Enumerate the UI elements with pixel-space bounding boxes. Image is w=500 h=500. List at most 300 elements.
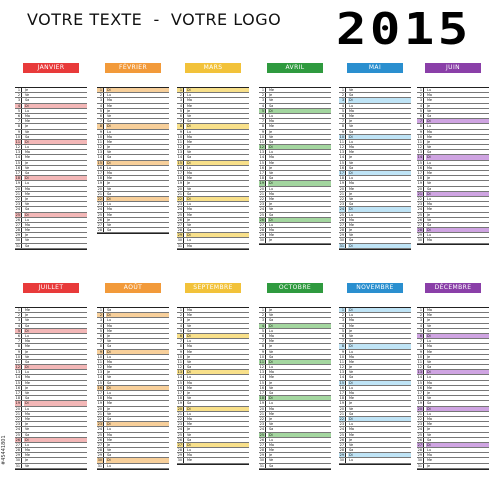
day-weekday: Me	[107, 328, 113, 333]
day-number: 1	[339, 308, 346, 312]
day-number: 16	[97, 165, 102, 170]
day-number: 27	[259, 222, 264, 227]
day-weekday: Ve	[427, 323, 432, 328]
day-number: 25	[97, 212, 102, 217]
day-weekday: Lu	[187, 129, 191, 134]
day-number: 9	[97, 350, 104, 354]
day-weekday: Sa	[187, 191, 192, 196]
day-number: 14	[15, 155, 20, 160]
day-number: 13	[259, 370, 264, 375]
day-weekday: Di	[426, 192, 489, 196]
day-weekday: Je	[187, 354, 191, 359]
day-number: 23	[15, 202, 20, 207]
day-number: 5	[417, 329, 424, 333]
day-number: 6	[417, 114, 424, 118]
day-weekday: Di	[24, 140, 87, 144]
day-weekday: Ma	[25, 375, 31, 380]
day-number: 4	[339, 104, 346, 108]
day-number: 9	[15, 130, 22, 134]
day-number: 4	[177, 104, 184, 108]
day-number: 19	[177, 401, 182, 406]
day-number: 5	[339, 109, 346, 113]
day-number: 7	[417, 119, 424, 123]
day-number: 22	[339, 196, 344, 201]
day-number: 21	[339, 191, 344, 196]
day-weekday: Me	[269, 411, 275, 416]
day-weekday: Me	[25, 191, 31, 196]
day-weekday: Ma	[107, 171, 113, 175]
day-weekday: Ma	[187, 453, 193, 458]
day-weekday: Me	[349, 323, 355, 328]
day-weekday: Di	[186, 443, 249, 447]
day-weekday: Je	[427, 318, 431, 323]
day-weekday: Sa	[187, 437, 192, 442]
day-weekday: Me	[269, 124, 275, 129]
day-weekday: Ve	[269, 349, 274, 354]
day-weekday: Sa	[187, 155, 192, 160]
day-weekday: Sa	[107, 155, 112, 160]
day-weekday: Sa	[269, 391, 274, 395]
day-weekday: Je	[25, 233, 29, 238]
day-weekday: Me	[349, 150, 355, 155]
day-number: 11	[417, 139, 422, 144]
day-weekday: Sa	[107, 228, 112, 233]
day-number: 27	[259, 442, 264, 447]
day-weekday: Ma	[427, 93, 433, 98]
day-weekday: Je	[25, 124, 29, 129]
day-weekday: Ma	[25, 339, 31, 344]
day-weekday: Ma	[269, 191, 275, 196]
day-number: 11	[417, 359, 422, 364]
day-number: 9	[177, 350, 184, 354]
day-weekday: Sa	[25, 243, 30, 248]
day-number: 18	[177, 396, 182, 401]
day-number: 11	[15, 359, 20, 364]
month-label: OCTOBRE	[267, 283, 323, 293]
day-weekday: Me	[427, 313, 433, 318]
header-text: VOTRE TEXTE - VOTRE LOGO	[27, 10, 282, 29]
day-number: 8	[259, 344, 266, 348]
day-weekday: Ma	[187, 308, 193, 312]
day-grid	[97, 307, 169, 470]
day-weekday: Di	[106, 350, 169, 354]
day-weekday: Sa	[107, 380, 112, 385]
day-number: 26	[259, 437, 264, 442]
day-weekday: Ma	[427, 238, 433, 243]
day-weekday: Me	[187, 139, 193, 144]
day-number: 28	[177, 228, 182, 233]
day-weekday: Ve	[349, 333, 354, 338]
day-weekday: Di	[106, 88, 169, 92]
day-weekday: Ve	[25, 354, 30, 359]
day-number: 12	[259, 365, 264, 370]
day-number: 24	[417, 427, 422, 432]
day-weekday: Di	[348, 381, 411, 385]
day-number: 9	[417, 130, 424, 134]
day-number: 3	[259, 318, 266, 322]
day-weekday: Je	[25, 88, 29, 92]
day-number: 19	[177, 181, 182, 186]
day-number: 6	[417, 334, 424, 338]
day-weekday: Sa	[349, 375, 354, 380]
day-weekday: Ve	[107, 150, 112, 155]
day-weekday: Je	[427, 139, 431, 144]
day-number: 2	[259, 313, 266, 317]
day-weekday: Je	[187, 217, 191, 222]
day-weekday: Lu	[25, 145, 29, 150]
day-number: 17	[259, 391, 264, 395]
day-weekday: Ve	[349, 233, 354, 238]
day-number: 12	[15, 145, 20, 150]
day-weekday: Sa	[349, 238, 354, 243]
day-number: 20	[259, 186, 264, 191]
month-label: AVRIL	[267, 63, 323, 73]
day-grid	[177, 87, 249, 250]
day-number: 24	[15, 207, 20, 212]
day-number: 24	[259, 427, 264, 432]
day-weekday: Sa	[107, 308, 112, 312]
day-number: 4	[15, 104, 22, 108]
day-weekday: Lu	[25, 370, 29, 375]
day-weekday: Lu	[269, 437, 273, 442]
day-weekday: Sa	[25, 323, 30, 328]
day-weekday: Ve	[25, 93, 30, 98]
day-weekday: Ve	[25, 165, 30, 170]
day-weekday: Ma	[269, 442, 275, 447]
day-weekday: Me	[269, 160, 275, 165]
day-number: 29	[15, 233, 20, 238]
day-weekday: Ve	[349, 124, 354, 129]
day-number: 31	[417, 463, 422, 468]
day-weekday: Me	[25, 416, 31, 421]
day-weekday: Me	[427, 422, 433, 427]
day-number: 10	[15, 134, 20, 139]
day-weekday: Sa	[427, 150, 432, 155]
day-weekday: Sa	[25, 134, 30, 139]
day-number: 3	[15, 318, 22, 322]
day-number: 24	[177, 427, 182, 432]
day-number: 4	[259, 324, 266, 328]
day-weekday: Ma	[187, 134, 193, 139]
day-weekday: Di	[186, 370, 249, 374]
day-weekday: Ve	[269, 385, 274, 390]
day-weekday: Lu	[107, 93, 111, 98]
day-number: 26	[177, 437, 182, 442]
day-number: 27	[339, 442, 344, 447]
day-number: 14	[97, 155, 102, 160]
day-number: 3	[339, 98, 346, 102]
day-weekday: Ma	[107, 323, 113, 328]
day-weekday: Di	[268, 360, 331, 364]
day-weekday: Sa	[25, 207, 30, 212]
day-weekday: Me	[187, 458, 193, 463]
day-number: 22	[177, 416, 182, 421]
day-number: 4	[259, 104, 266, 108]
day-weekday: Di	[268, 109, 331, 113]
day-weekday: Me	[107, 365, 113, 370]
day-weekday: Sa	[269, 427, 274, 432]
day-number: 25	[15, 432, 20, 437]
day-number: 19	[339, 401, 344, 406]
month-label: FÉVRIER	[105, 63, 161, 73]
day-number: 4	[15, 324, 22, 328]
day-number: 17	[97, 171, 102, 175]
day-weekday: Ve	[349, 442, 354, 447]
day-number: 16	[177, 165, 182, 170]
day-weekday: Me	[269, 339, 275, 344]
month-label: AOÛT	[105, 283, 161, 293]
day-weekday: Je	[107, 217, 111, 222]
day-number: 20	[259, 406, 264, 411]
day-weekday: Ve	[269, 207, 274, 212]
day-number: 29	[417, 233, 422, 238]
day-weekday: Ma	[269, 228, 275, 233]
month-label: JUIN	[425, 63, 481, 73]
day-number: 5	[339, 329, 346, 333]
day-weekday: Ve	[269, 171, 274, 175]
day-number: 8	[417, 344, 424, 348]
day-weekday: Sa	[427, 437, 432, 442]
day-number: 17	[259, 171, 264, 175]
day-number: 12	[177, 365, 182, 370]
day-weekday: Di	[268, 324, 331, 328]
day-number: 7	[339, 119, 346, 123]
day-number: 28	[417, 228, 422, 233]
day-weekday: Me	[25, 119, 31, 124]
day-weekday: Je	[269, 453, 273, 458]
day-number: 25	[259, 432, 264, 437]
day-weekday: Me	[107, 139, 113, 144]
day-number: 3	[177, 98, 184, 102]
day-number: 13	[97, 150, 102, 155]
day-number: 18	[417, 396, 422, 401]
day-number: 9	[259, 350, 266, 354]
day-number: 3	[15, 98, 22, 102]
day-number: 29	[177, 453, 182, 458]
day-number: 25	[177, 432, 182, 437]
day-number: 12	[97, 365, 102, 370]
day-number: 29	[339, 453, 344, 458]
day-number: 26	[417, 437, 422, 442]
month-label: JANVIER	[23, 63, 79, 73]
day-number: 7	[417, 339, 424, 343]
day-number: 20	[97, 406, 102, 411]
day-number: 13	[417, 370, 422, 375]
day-weekday: Di	[186, 334, 249, 338]
day-weekday: Sa	[269, 318, 274, 323]
month-août	[97, 283, 169, 468]
day-number: 24	[259, 207, 264, 212]
month-mars	[177, 63, 249, 248]
day-number: 12	[259, 145, 264, 150]
day-weekday: Sa	[349, 339, 354, 344]
day-number: 9	[15, 350, 22, 354]
day-weekday: Sa	[187, 119, 192, 124]
day-weekday: Me	[107, 401, 113, 406]
day-row	[417, 238, 489, 243]
day-weekday: Di	[268, 218, 331, 222]
day-number: 25	[417, 432, 422, 437]
day-number: 14	[339, 375, 344, 380]
day-number: 5	[15, 329, 22, 333]
day-number: 1	[15, 88, 22, 92]
month-label: JUILLET	[23, 283, 79, 293]
day-weekday: Di	[426, 370, 489, 374]
day-number: 24	[177, 207, 182, 212]
month-janvier	[15, 63, 87, 248]
day-weekday: Lu	[25, 217, 29, 222]
day-number: 28	[97, 228, 102, 233]
day-weekday: Ma	[107, 432, 113, 437]
day-number: 2	[417, 313, 424, 317]
day-number: 8	[177, 124, 184, 128]
day-number: 22	[417, 196, 422, 201]
day-number: 2	[15, 93, 22, 97]
month-label: SEPTEMBRE	[185, 283, 241, 293]
day-number: 12	[339, 365, 344, 370]
day-number: 17	[97, 391, 102, 395]
day-number: 3	[177, 318, 184, 322]
month-février	[97, 63, 169, 233]
day-weekday: Ve	[107, 113, 112, 118]
day-number: 20	[339, 406, 344, 411]
day-row	[339, 244, 411, 249]
day-number: 4	[177, 324, 184, 328]
day-weekday: Lu	[187, 238, 191, 243]
day-weekday: Ve	[25, 391, 30, 395]
day-number: 22	[97, 196, 102, 201]
day-weekday: Ve	[187, 396, 192, 401]
day-weekday: Je	[427, 212, 431, 217]
day-weekday: Lu	[269, 113, 273, 118]
day-weekday: Sa	[349, 165, 354, 170]
day-weekday: Ma	[427, 453, 433, 458]
day-weekday: Ve	[187, 432, 192, 437]
day-number: 24	[339, 207, 344, 212]
day-number: 15	[339, 380, 344, 385]
day-number: 11	[177, 139, 182, 144]
day-number: 15	[97, 160, 102, 165]
day-number: 8	[339, 124, 346, 128]
day-weekday: Ma	[187, 380, 193, 385]
day-weekday: Ve	[427, 432, 432, 437]
day-number: 20	[15, 186, 20, 191]
day-weekday: Ve	[187, 186, 192, 191]
day-grid	[259, 87, 331, 245]
day-weekday: Lu	[349, 212, 353, 217]
day-weekday: Je	[427, 176, 431, 181]
day-weekday: Ma	[269, 155, 275, 160]
day-row	[417, 464, 489, 469]
day-weekday: Di	[186, 161, 249, 165]
day-weekday: Je	[107, 181, 111, 186]
day-weekday: Di	[24, 213, 87, 217]
day-number: 16	[177, 385, 182, 390]
day-number: 10	[417, 134, 422, 139]
day-number: 8	[259, 124, 266, 128]
day-number: 13	[15, 150, 20, 155]
day-number: 11	[15, 139, 20, 144]
day-number: 13	[97, 370, 102, 375]
month-label: DÉCEMBRE	[425, 283, 481, 293]
day-weekday: Lu	[349, 313, 353, 318]
day-number: 27	[339, 222, 344, 227]
day-number: 11	[97, 359, 102, 364]
day-number: 2	[339, 93, 346, 97]
day-weekday: Me	[187, 349, 193, 354]
day-weekday: Me	[25, 344, 31, 349]
day-number: 31	[259, 463, 264, 468]
day-number: 5	[177, 329, 184, 333]
day-number: 30	[177, 238, 182, 243]
day-weekday: Sa	[269, 463, 274, 468]
day-weekday: Di	[186, 407, 249, 411]
day-number: 30	[177, 458, 182, 463]
day-number: 3	[417, 318, 424, 322]
day-weekday: Me	[269, 233, 275, 238]
day-weekday: Lu	[269, 150, 273, 155]
day-number: 20	[177, 406, 182, 411]
day-number: 21	[339, 411, 344, 416]
day-number: 29	[15, 453, 20, 458]
day-number: 8	[417, 124, 424, 128]
day-number: 19	[417, 181, 422, 186]
day-weekday: Lu	[25, 333, 29, 338]
day-number: 3	[259, 98, 266, 102]
day-number: 27	[177, 222, 182, 227]
day-number: 14	[259, 155, 264, 160]
day-number: 13	[177, 370, 182, 375]
day-weekday: Je	[269, 202, 273, 207]
day-number: 13	[177, 150, 182, 155]
day-number: 31	[97, 463, 102, 468]
day-number: 18	[339, 176, 344, 181]
day-weekday: Me	[427, 98, 433, 103]
day-number: 26	[97, 217, 102, 222]
day-weekday: Ve	[25, 427, 30, 432]
day-weekday: Ve	[187, 222, 192, 227]
day-weekday: Ma	[269, 370, 275, 375]
day-row	[177, 244, 249, 249]
day-weekday: Ve	[349, 370, 354, 375]
day-number: 30	[15, 238, 20, 243]
day-number: 19	[97, 181, 102, 186]
day-weekday: Me	[349, 396, 355, 401]
day-number: 14	[417, 155, 422, 160]
day-weekday: Sa	[427, 186, 432, 191]
day-number: 4	[417, 324, 424, 328]
day-weekday: Di	[348, 417, 411, 421]
day-weekday: Je	[25, 349, 29, 354]
day-number: 21	[177, 411, 182, 416]
day-weekday: Ve	[107, 339, 112, 344]
day-weekday: Ma	[349, 217, 355, 222]
day-number: 17	[339, 171, 344, 175]
day-weekday: Di	[106, 458, 169, 462]
day-weekday: Ve	[187, 113, 192, 118]
day-weekday: Di	[24, 329, 87, 333]
day-number: 16	[97, 385, 102, 390]
day-weekday: Ma	[427, 308, 433, 312]
day-weekday: Me	[349, 113, 355, 118]
day-weekday: Ma	[25, 186, 31, 191]
day-number: 7	[15, 119, 22, 123]
day-weekday: Ma	[269, 119, 275, 124]
day-weekday: Me	[269, 88, 275, 92]
day-weekday: Je	[269, 238, 273, 243]
day-number: 22	[97, 416, 102, 421]
day-grid	[177, 307, 249, 465]
